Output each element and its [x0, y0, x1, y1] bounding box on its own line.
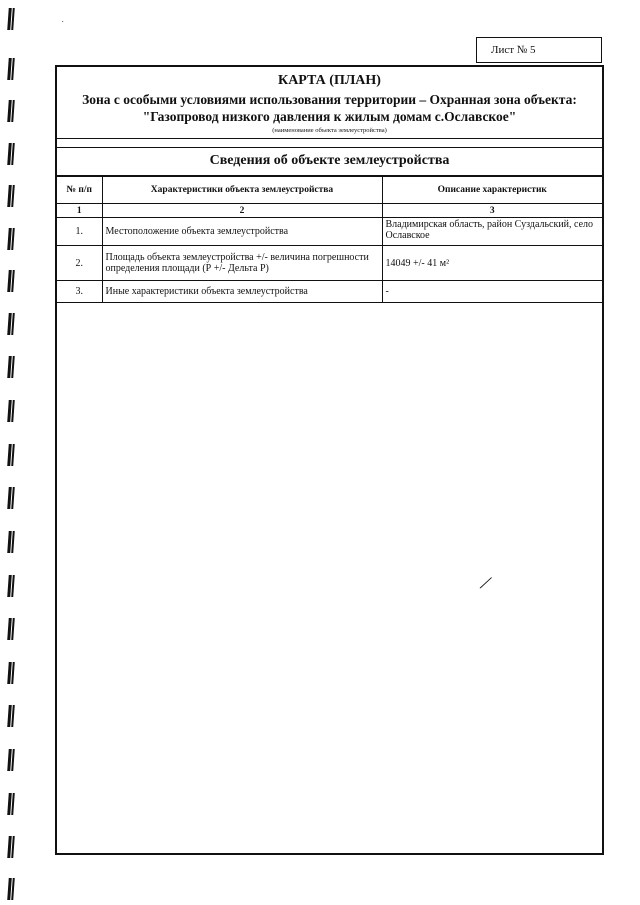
row-number: 3. [57, 281, 102, 303]
scan-speck: ˙ [61, 20, 65, 31]
index-cell: 2 [102, 204, 382, 218]
column-header-number: № п/п [57, 177, 102, 204]
row-description: Владимирская область, район Суздальский, село Ославское [382, 218, 602, 246]
row-number: 2. [57, 246, 102, 281]
row-characteristic: Площадь объекта землеустройства +/- величина погрешности определения площади (Р +/- Дельта Р) [102, 246, 382, 281]
table-index-row [57, 204, 602, 218]
index-cell: 3 [382, 204, 602, 218]
document-frame [55, 65, 604, 855]
document-header [57, 73, 602, 139]
characteristics-table [57, 176, 602, 303]
section-title: Сведения об объекте землеустройства [57, 148, 602, 176]
zone-title: Зона с особыми условиями использования территории – Охранная зона объекта: [82, 92, 577, 107]
column-header-characteristic: Характеристики объекта землеустройства [102, 177, 382, 204]
row-characteristic: Местоположение объекта землеустройства [102, 218, 382, 246]
row-number: 1. [57, 218, 102, 246]
document-title: КАРТА (ПЛАН) [278, 73, 381, 88]
sheet-number: Лист № 5 [491, 44, 536, 56]
column-header-description: Описание характеристик [382, 177, 602, 204]
table-header-row [57, 177, 602, 204]
object-name: "Газопровод низкого давления к жилым домам с.Ославское" [142, 109, 517, 124]
row-description: - [382, 281, 602, 303]
object-name-caption: (наименование объекта землеустройства) [272, 127, 387, 134]
row-description: 14049 +/- 41 м² [382, 246, 602, 281]
table-row [57, 218, 602, 246]
row-characteristic: Иные характеристики объекта землеустройства [102, 281, 382, 303]
index-cell: 1 [57, 204, 102, 218]
header-separator [57, 139, 602, 148]
table-row [57, 246, 602, 281]
pen-mark: ╱ [479, 575, 492, 591]
object-name-underline [57, 126, 602, 139]
table-row [57, 281, 602, 303]
binding-marks [8, 0, 22, 905]
sheet-number-box [476, 37, 602, 63]
